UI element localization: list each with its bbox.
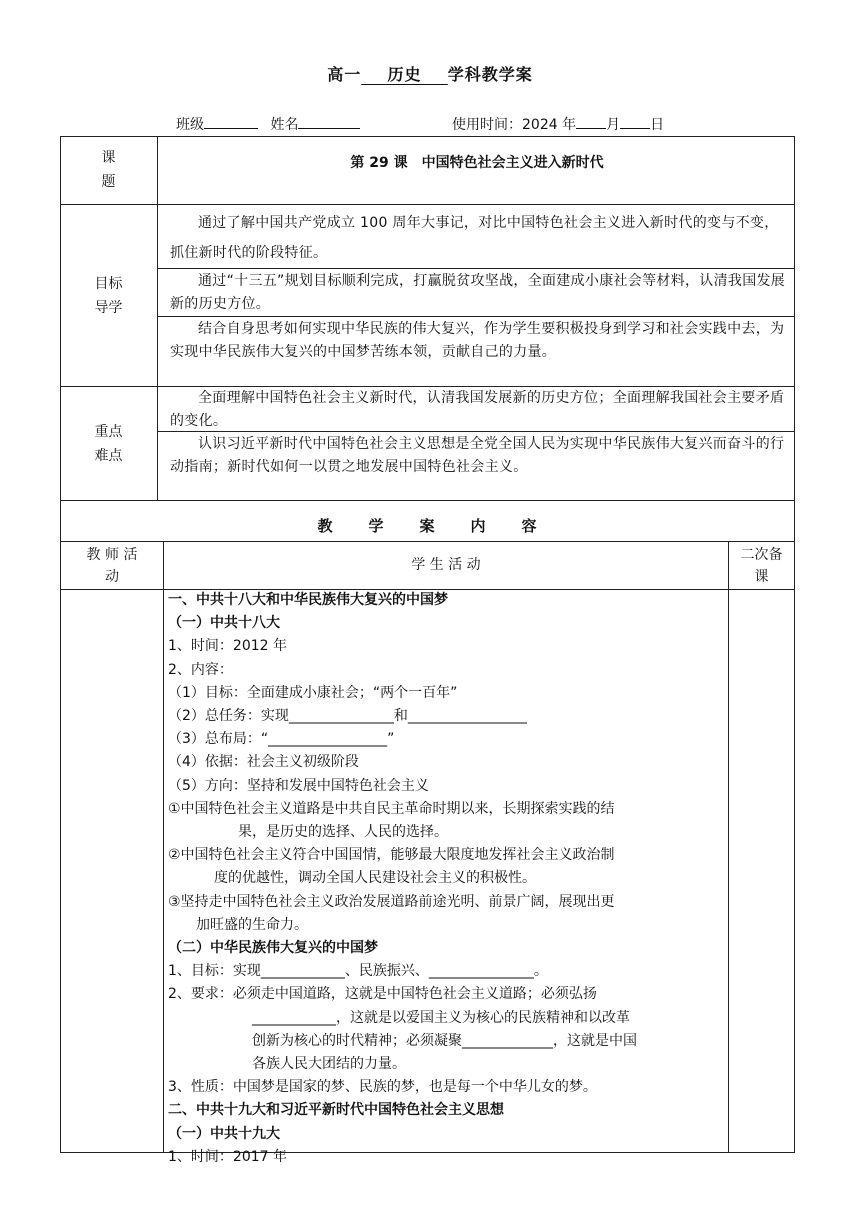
- label-column-divider: [157, 136, 158, 500]
- row-divider: [60, 204, 795, 205]
- section-heading-char: 容: [521, 517, 537, 535]
- column-header-teacher: 教 师 活 动: [86, 547, 138, 585]
- date-label: 使用时间：2024 年: [452, 117, 577, 133]
- key-point-item: 认识习近平新时代中国特色社会主义思想是全党全国人民为实现中华民族伟大复兴而奋斗的行动指南；新时代如何一以贯之地发展中国特色社会主义。: [170, 436, 785, 475]
- row-divider: [157, 268, 795, 269]
- month-label: 月: [606, 117, 621, 133]
- text-line: 1、时间：2017 年: [168, 1148, 287, 1165]
- day-label: 日: [650, 117, 665, 133]
- heading-2: （二）中华民族伟大复兴的中国梦: [168, 940, 378, 957]
- text-line: 度的优越性，调动全国人民建设社会主义的积极性。: [214, 870, 536, 887]
- class-field: [176, 114, 360, 134]
- day-blank[interactable]: [620, 114, 650, 129]
- key-points-label: 重点 难点: [94, 424, 123, 464]
- section-heading-char: 教: [317, 517, 333, 535]
- student-activity: [168, 589, 728, 1169]
- row-divider: [60, 500, 795, 501]
- heading-2: （一）中共十九大: [168, 1125, 280, 1142]
- text-line: 3、性质：中国梦是国家的梦、民族的梦，也是每一个中华儿女的梦。: [168, 1079, 597, 1096]
- name-label: 姓名: [270, 117, 299, 133]
- fill-blank-line: 1、目标：实现____________、民族振兴、_______________。: [168, 963, 548, 980]
- course-name: 中国特色社会主义进入新时代: [421, 155, 604, 171]
- text-line: 果，是历史的选择、人民的选择。: [238, 824, 448, 841]
- course-title: [160, 152, 794, 172]
- title-prefix: 高一: [327, 65, 362, 84]
- topic-label: 课 题: [101, 150, 116, 190]
- fill-blank-line: （2）总任务：实现_______________和_________________: [168, 708, 527, 725]
- heading-1: 二、中共十九大和习近平新时代中国特色社会主义思想: [168, 1102, 504, 1119]
- goal-item: 通过了解中国共产党成立 100 周年大事记，对比中国特色社会主义进入新时代的变与不变，抓住新时代的阶段特征。: [170, 215, 779, 261]
- class-blank[interactable]: [204, 114, 258, 129]
- goals-label: 目标 导学: [94, 276, 123, 316]
- section-heading-char: 学: [368, 517, 384, 535]
- heading-1: 一、中共十八大和中华民族伟大复兴的中国梦: [168, 592, 448, 608]
- text-line: 加旺盛的生命力。: [196, 916, 308, 933]
- column-header-student: 学 生 活 动: [411, 557, 481, 573]
- class-label: 班级: [176, 117, 204, 133]
- text-line: ①中国特色社会主义道路是中共自民主革命时期以来，长期探索实践的结: [168, 800, 615, 817]
- fill-blank-line: 创新为核心的时代精神；必须凝聚_____________，这就是中国: [252, 1032, 637, 1049]
- text-line: ③坚持走中国特色社会主义政治发展道路前途光明、前景广阔，展现出更: [168, 893, 615, 910]
- key-point-item: 全面理解中国特色社会主义新时代，认清我国发展新的历史方位；全面理解我国社会主要矛盾的变化。: [170, 390, 785, 429]
- teacher-column-divider: [163, 541, 164, 1153]
- name-blank[interactable]: [298, 114, 360, 129]
- text-line: （1）目标：全面建成小康社会；“两个一百年”: [168, 684, 458, 701]
- text-line: 2、要求：必须走中国道路，这就是中国特色社会主义道路；必须弘扬: [168, 986, 597, 1003]
- course-number: 第 29 课: [350, 155, 408, 171]
- second-column-divider: [728, 541, 729, 1153]
- row-divider: [157, 316, 795, 317]
- title-suffix: 学科教学案: [447, 65, 533, 84]
- text-line: ②中国特色社会主义符合中国国情，能够最大限度地发挥社会主义政治制: [168, 847, 615, 864]
- month-blank[interactable]: [576, 114, 606, 129]
- page-title: [0, 62, 860, 85]
- table-border-top: [60, 136, 795, 137]
- table-border-right: [794, 136, 795, 1153]
- text-line: 1、时间：2012 年: [168, 638, 287, 655]
- text-line: （5）方向：坚持和发展中国特色社会主义: [168, 777, 429, 794]
- goal-item: 结合自身思考如何实现中华民族的伟大复兴，作为学生要积极投身到学习和社会实践中去，为实现中华民族伟大复兴的中国梦苦练本领，贡献自己的力量。: [170, 321, 785, 360]
- text-line: 2、内容：: [168, 661, 233, 678]
- fill-blank-line: ____________，这就是以爱国主义为核心的民族精神和以改革: [252, 1009, 630, 1026]
- goal-item: 通过“十三五”规划目标顺利完成，打赢脱贫攻坚战，全面建成小康社会等材料，认清我国发展新的历史方位。: [170, 273, 786, 312]
- text-line: 各族人民大团结的力量。: [252, 1056, 406, 1073]
- title-subject: 历史: [387, 65, 422, 84]
- text-line: （4）依据：社会主义初级阶段: [168, 754, 359, 771]
- date-field: [452, 114, 664, 134]
- heading-2: （一）中共十八大: [168, 615, 280, 632]
- section-heading: [60, 515, 794, 536]
- section-heading-char: 案: [419, 517, 435, 535]
- section-heading-char: 内: [470, 517, 486, 535]
- fill-blank-line: （3）总布局：“_________________”: [168, 731, 395, 748]
- column-header-second: 二次备 课: [740, 547, 783, 585]
- row-divider: [60, 541, 795, 542]
